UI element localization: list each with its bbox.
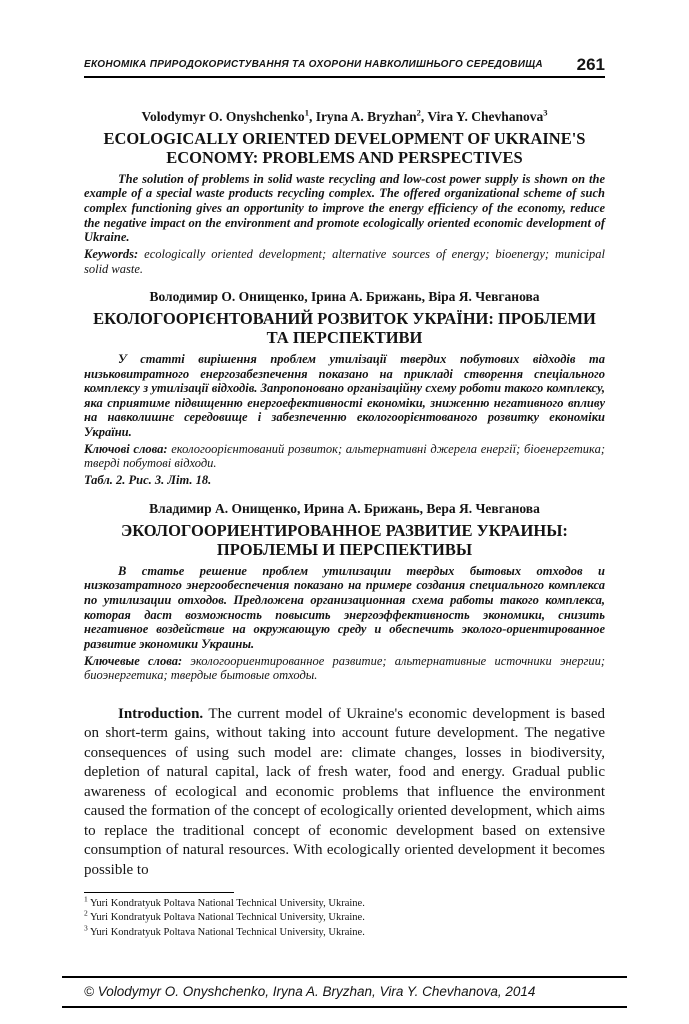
keywords-label: Ключові слова: [84,441,168,456]
author-name: Iryna A. Bryzhan [315,109,417,124]
footnote [84,923,605,940]
article-counts: Табл. 2. Рис. 3. Літ. 18. [84,472,212,487]
copyright-footer [62,976,627,1008]
intro-heading: Introduction. [118,705,204,722]
author-name: Vira Y. Chevhanova [427,109,544,124]
section-ukrainian [84,288,605,488]
author-affiliation-ref: 1 [304,107,309,118]
keywords-russian [84,654,605,683]
footnote [84,894,605,911]
author-name: Volodymyr O. Onyshchenko [141,109,305,124]
keywords-ukrainian [84,442,605,471]
article-title-english: ECOLOGICALLY ORIENTED DEVELOPMENT OF UKRAINE'S ECONOMY: PROBLEMS AND PERSPECTIVES [103,128,586,167]
footnotes [84,892,605,940]
author-affiliation-ref: 3 [543,107,548,118]
section-english [84,108,605,276]
journal-header-title: ЕКОНОМІКА ПРИРОДОКОРИСТУВАННЯ ТА ОХОРОНИ НАВКОЛИШНЬОГО СЕРЕДОВИЩА [84,59,543,70]
copyright-line: © Volodymyr O. Onyshchenko, Iryna A. Bryzhan, Vira Y. Chevhanova, 2014 [84,984,536,999]
article-title-ukrainian: ЕКОЛОГООРІЄНТОВАНИЙ РОЗВИТОК УКРАЇНИ: ПРОБЛЕМИ ТА ПЕРСПЕКТИВИ [93,308,596,347]
authors-english [84,108,605,126]
keywords-label: Ключевые слова: [84,653,183,668]
keywords-text: ecologically oriented development; alternative sources of energy; bioenergy; municipal solid waste. [84,246,605,276]
footnote-number: 3 [84,923,88,933]
keywords-text: экологоориентированное развитие; альтернативные источники энергии; биоэнергетика; твердые бытовые отходы. [84,653,605,683]
authors-russian: Владимир А. Онищенко, Ирина А. Брижань, Вера Я. Чевганова [149,500,540,516]
authors-ukrainian: Володимир О. Онищенко, Ірина А. Брижань, Віра Я. Чевганова [149,289,540,305]
footnote-text: Yuri Kondratyuk Poltava National Technical University, Ukraine. [90,898,365,910]
keywords-label: Keywords: [84,246,139,261]
abstract-russian: В статье решение проблем утилизации твердых бытовых отходов и низкозатратного энергообеспечения показано на примере создания специального комплекса по утилизации отходов. Предложена организационная схема работы такого комплекса, которая даст возможность повысить энергоэффективность экономики, снизить негативное воздействие на окружающую среду и обеспечить эколого-ориентированное развитие экономики Украины. [84,563,605,651]
footnote-number: 1 [84,894,88,904]
keywords-english [84,247,605,276]
intro-paragraph [84,705,605,881]
keywords-text: екологоорієнтований розвиток; альтернативні джерела енергії; біоенергетика; тверді побутові відходи. [84,441,605,471]
page-number: 261 [576,55,605,74]
author-affiliation-ref: 2 [416,107,421,118]
author-separator: , [308,109,316,124]
running-head [84,56,605,78]
footnote-text: Yuri Kondratyuk Poltava National Technical University, Ukraine. [90,926,365,938]
footnote-text: Yuri Kondratyuk Poltava National Technical University, Ukraine. [90,912,365,924]
footnote-number: 2 [84,908,88,918]
intro-text: The current model of Ukraine's economic development is based on short-term gains, without taking into account future development. The negative consequences of using such model are: climate changes, losses in biodiversity, depletion of natural capital, lack of fresh water, food and energy. Gradual public awareness of ecological and economic problems that influence the environment caused the formation of the concept of ecologically oriented development, which aims to replace the traditional concept of economic development based on extensive consumption of natural resources. With ecologically oriented development it becomes possible to [84,705,605,878]
footnote [84,908,605,925]
section-russian [84,500,605,683]
abstract-ukrainian: У статті вирішення проблем утилізації твердих побутових відходів та низьковитратного енергозабезпечення показано на прикладі створення спеціального комплексу з утилізації відходів. Запропоновано організаційну схему роботи такого комплексу, яка сприятиме підвищенню енергоефективності економіки, зниженню негативного впливу на навколишнє середовище і забезпеченню екологоорієнтованого розвитку економіки України. [84,351,605,440]
author-separator: , [420,109,428,124]
footnote-separator-rule [84,892,234,893]
abstract-english: The solution of problems in solid waste recycling and low-cost power supply is shown on the example of a special waste products recycling complex. The offered organizational scheme of such complex functioning gives an opportunity to improve the energy efficiency of the economy, reduce the negative impact on the environment and promote ecologically oriented economic development of Ukraine. [84,171,605,245]
article-title-russian: ЭКОЛОГООРИЕНТИРОВАННОЕ РАЗВИТИЕ УКРАИНЫ: ПРОБЛЕМЫ И ПЕРСПЕКТИВЫ [121,520,568,559]
article-body [84,705,605,881]
